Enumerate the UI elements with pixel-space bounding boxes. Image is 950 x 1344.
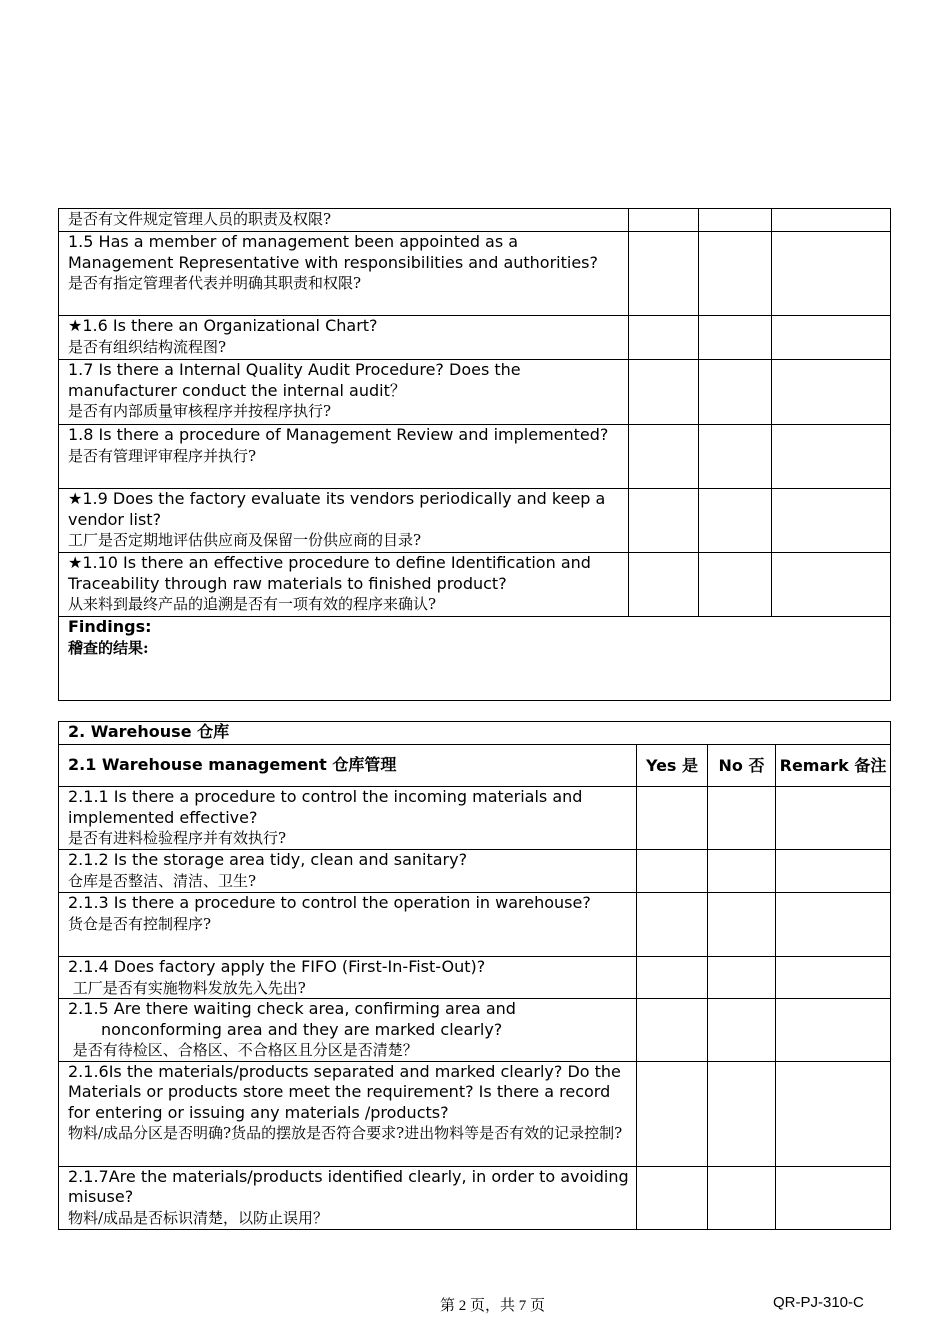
question-en: ★1.10 Is there an effective procedure to define Identification and Traceability through raw materials to finished product? <box>68 553 591 593</box>
yes-cell[interactable] <box>637 999 708 1062</box>
question-zh: 是否有指定管理者代表并明确其职责和权限? <box>68 274 362 292</box>
question-en: 2.1.6Is the materials/products separated and marked clearly? Do the Materials or products store meet the requirement? Is there a record for entering or issuing any materials /products? <box>68 1061 621 1122</box>
table-row <box>59 489 891 553</box>
question-zh: 是否有文件规定管理人员的职责及权限? <box>68 210 332 228</box>
yes-cell[interactable] <box>637 850 708 893</box>
management-checklist-table <box>58 208 891 701</box>
table-row <box>59 957 891 999</box>
yes-cell[interactable] <box>637 1061 708 1166</box>
question-zh: 物料/成品分区是否明确?货品的摆放是否符合要求?进出物料等是否有效的记录控制? <box>68 1124 623 1142</box>
no-cell[interactable] <box>699 316 772 360</box>
question-zh: 是否有组织结构流程图? <box>68 337 227 356</box>
header-row <box>59 745 891 787</box>
col-no: No 否 <box>708 745 776 787</box>
no-cell[interactable] <box>699 232 772 316</box>
no-cell[interactable] <box>699 360 772 425</box>
question-zh: 从来料到最终产品的追溯是否有一项有效的程序来确认? <box>68 595 437 613</box>
section-title-row <box>59 722 891 745</box>
question-en: 2.1.3 Is there a procedure to control the operation in warehouse? <box>68 893 591 912</box>
remark-cell[interactable] <box>776 787 891 850</box>
question-zh: 仓库是否整洁、清洁、卫生? <box>68 871 257 890</box>
question-zh: 工厂是否有实施物料发放先入先出? <box>68 978 306 997</box>
document-code: QR-PJ-310-C <box>773 1294 864 1311</box>
question-en: 1.5 Has a member of management been appointed as a Management Representative with responsibilities and authorities? <box>68 232 598 272</box>
table-row <box>59 425 891 489</box>
col-yes: Yes 是 <box>637 745 708 787</box>
question-en: ★1.6 Is there an Organizational Chart? <box>68 316 378 335</box>
yes-cell[interactable] <box>629 316 699 360</box>
question-en-continued: nonconforming area and they are marked clearly? <box>101 1019 503 1039</box>
remark-cell[interactable] <box>772 553 891 617</box>
table-row <box>59 553 891 617</box>
remark-cell[interactable] <box>772 232 891 316</box>
question-en: 1.7 Is there a Internal Quality Audit Procedure? Does the manufacturer conduct the internal audit？ <box>68 360 521 400</box>
no-cell[interactable] <box>708 787 776 850</box>
question-en: 2.1.5 Are there waiting check area, confirming area and <box>68 999 516 1018</box>
remark-cell[interactable] <box>776 1166 891 1229</box>
table-row <box>59 316 891 360</box>
no-cell[interactable] <box>708 850 776 893</box>
question-zh: 工厂是否定期地评估供应商及保留一份供应商的目录? <box>68 531 422 549</box>
question-zh: 是否有待检区、合格区、不合格区且分区是否清楚？ <box>68 1041 418 1059</box>
remark-cell[interactable] <box>772 489 891 553</box>
no-cell[interactable] <box>699 489 772 553</box>
question-en: 1.8 Is there a procedure of Management Review and implemented? <box>68 425 609 444</box>
table-row <box>59 360 891 425</box>
subsection-title: 2.1 Warehouse management 仓库管理 <box>59 745 637 787</box>
remark-cell[interactable] <box>776 999 891 1062</box>
table-row <box>59 893 891 957</box>
findings-label-zh: 稽查的结果: <box>68 638 149 657</box>
section-title: 2. Warehouse 仓库 <box>59 722 891 745</box>
remark-cell[interactable] <box>772 360 891 425</box>
yes-cell[interactable] <box>637 787 708 850</box>
remark-cell[interactable] <box>776 957 891 999</box>
no-cell[interactable] <box>699 425 772 489</box>
remark-cell[interactable] <box>776 850 891 893</box>
no-cell[interactable] <box>708 1061 776 1166</box>
table-row <box>59 999 891 1062</box>
yes-cell[interactable] <box>629 232 699 316</box>
question-zh: 是否有进料检验程序并有效执行? <box>68 829 287 847</box>
yes-cell[interactable] <box>629 553 699 617</box>
no-cell[interactable] <box>699 553 772 617</box>
table-row <box>59 232 891 316</box>
yes-cell[interactable] <box>629 209 699 232</box>
no-cell[interactable] <box>708 999 776 1062</box>
remark-cell[interactable] <box>776 1061 891 1166</box>
question-zh: 物料/成品是否标识清楚，以防止误用？ <box>68 1208 329 1227</box>
findings-row[interactable] <box>59 617 891 701</box>
no-cell[interactable] <box>708 893 776 957</box>
table-row <box>59 850 891 893</box>
yes-cell[interactable] <box>629 425 699 489</box>
remark-cell[interactable] <box>772 316 891 360</box>
no-cell[interactable] <box>708 1166 776 1229</box>
yes-cell[interactable] <box>629 360 699 425</box>
table-row <box>59 1166 891 1229</box>
question-zh: 是否有内部质量审核程序并按程序执行? <box>68 402 332 420</box>
question-en: ★1.9 Does the factory evaluate its vendors periodically and keep a vendor list? <box>68 489 606 529</box>
col-remark: Remark 备注 <box>776 745 891 787</box>
no-cell[interactable] <box>699 209 772 232</box>
findings-label: Findings: <box>68 617 152 636</box>
yes-cell[interactable] <box>637 893 708 957</box>
remark-cell[interactable] <box>772 425 891 489</box>
question-en: 2.1.4 Does factory apply the FIFO (First-In-Fist-Out)? <box>68 957 486 976</box>
question-en: 2.1.1 Is there a procedure to control the incoming materials and implemented effective? <box>68 787 583 827</box>
table-row <box>59 1061 891 1166</box>
remark-cell[interactable] <box>772 209 891 232</box>
table-row <box>59 209 891 232</box>
question-zh: 货仓是否有控制程序? <box>68 914 212 933</box>
warehouse-checklist-table <box>58 721 891 1230</box>
table-row <box>59 787 891 850</box>
page-number: 第 2 页，共 7 页 <box>440 1298 546 1314</box>
yes-cell[interactable] <box>629 489 699 553</box>
question-en: 2.1.2 Is the storage area tidy, clean and sanitary? <box>68 850 468 869</box>
yes-cell[interactable] <box>637 1166 708 1229</box>
yes-cell[interactable] <box>637 957 708 999</box>
remark-cell[interactable] <box>776 893 891 957</box>
question-en: 2.1.7Are the materials/products identified clearly, in order to avoiding misuse? <box>68 1166 629 1206</box>
question-zh: 是否有管理评审程序并执行? <box>68 446 257 465</box>
no-cell[interactable] <box>708 957 776 999</box>
